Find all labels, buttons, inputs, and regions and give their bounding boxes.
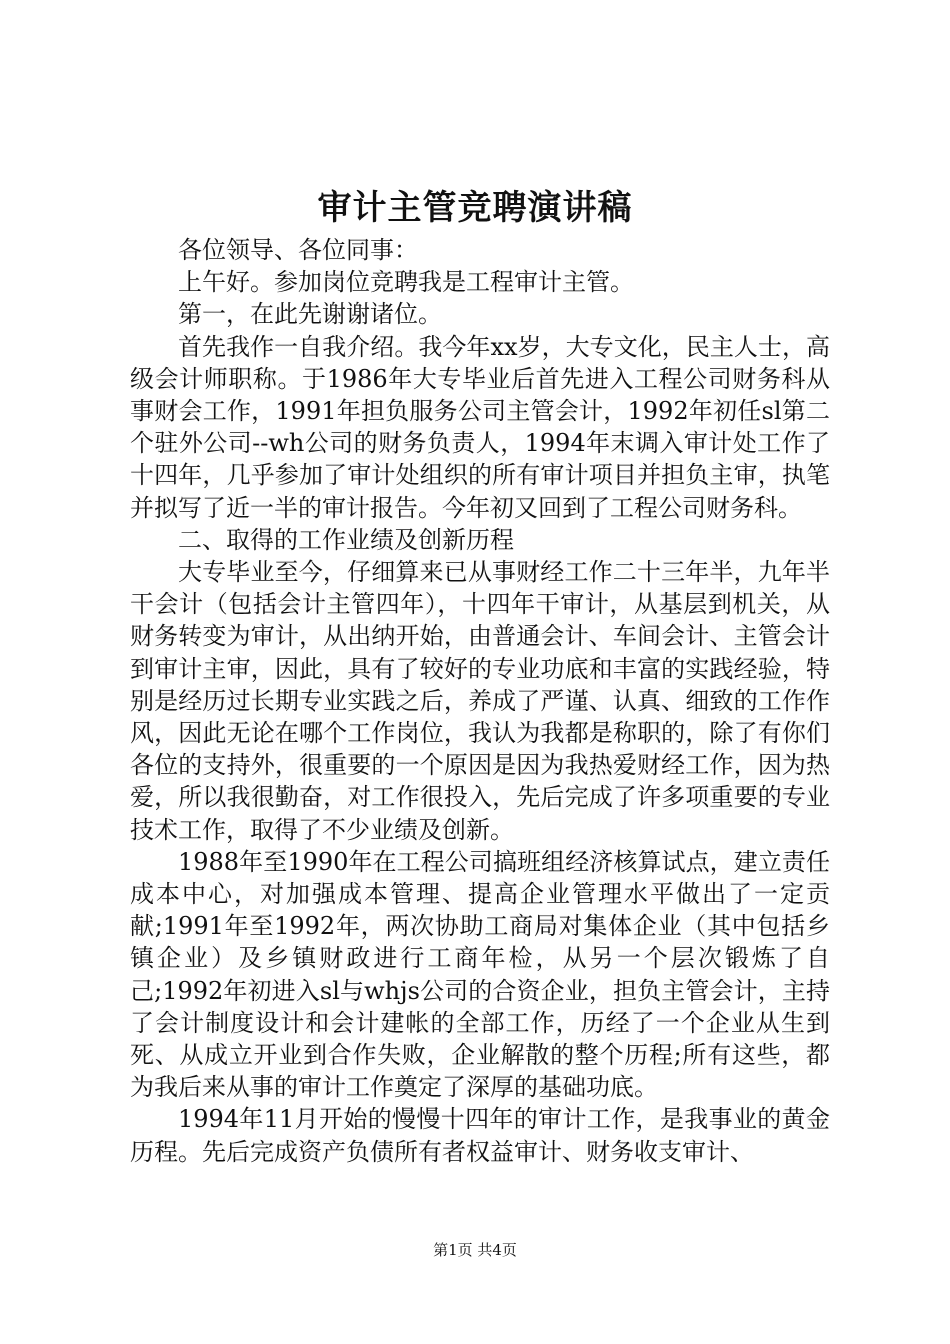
- career-summary-paragraph: 大专毕业至今，仔细算来已从事财经工作二十三年半，九年半干会计（包括会计主管四年），十四年干审计，从基层到机关，从财务转变为审计，从出纳开始，由普通会计、车间会计、主管会计到审计主审，因此，具有了较好的专业功底和丰富的实践经验，特别是经历过长期专业实践之后，养成了严谨、认真、细致的工作作风，因此无论在哪个工作岗位，我认为我都是称职的，除了有你们各位的支持外，很重要的一个原因是因为我热爱财经工作，因为热爱，所以我很勤奋，对工作很投入，先后完成了许多项重要的专业技术工作，取得了不少业绩及创新。: [130, 558, 830, 844]
- achievements-paragraph: 1988年至1990年在工程公司搞班组经济核算试点，建立责任成本中心，对加强成本管理、提高企业管理水平做出了一定贡献;1991年至1992年，两次协助工商局对集体企业（其中包括乡镇企业）及乡镇财政进行工商年检，从另一个层次锻炼了自己;1992年初进入sl与whjs公司的合资企业，担负主管会计，主持了会计制度设计和会计建帐的全部工作，历经了一个企业从生到死、从成立开业到合作失败，企业解散的整个历程;所有这些，都为我后来从事的审计工作奠定了深厚的基础功底。: [130, 847, 830, 1102]
- section-heading: 二、取得的工作业绩及创新历程: [178, 525, 514, 554]
- document-title: 审计主管竞聘演讲稿: [317, 188, 633, 228]
- document-body: [130, 234, 830, 1168]
- greeting-paragraph: 上午好。参加岗位竞聘我是工程审计主管。: [178, 268, 634, 297]
- salutation-paragraph: 各位领导、各位同事：: [178, 236, 418, 264]
- thanks-paragraph: 第一，在此先谢谢诸位。: [178, 300, 442, 329]
- audit-career-paragraph: 1994年11月开始的慢慢十四年的审计工作，是我事业的黄金历程。先后完成资产负债所有者权益审计、财务收支审计、: [130, 1105, 830, 1166]
- self-introduction-paragraph: 首先我作一自我介绍。我今年xx岁，大专文化，民主人士，高级会计师职称。于1986年大专毕业后首先进入工程公司财务科从事财会工作，1991年担负服务公司主管会计，1992年初任sl第二个驻外公司--wh公司的财务负责人，1994年末调入审计处工作了十四年，几乎参加了审计处组织的所有审计项目并担负主审，执笔并拟写了近一半的审计报告。今年初又回到了工程公司财务科。: [130, 332, 830, 522]
- page-number-footer: 第1页 共4页: [433, 1241, 517, 1259]
